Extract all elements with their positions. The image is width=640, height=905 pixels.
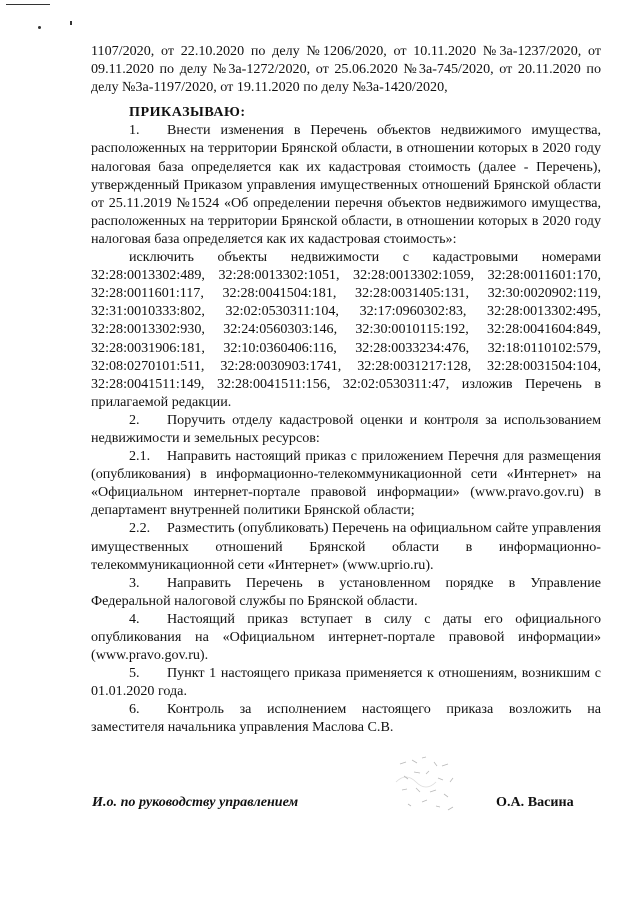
item-text: Настоящий приказ вступает в силу с даты его официального опубликования на «Официальном интернет-портале правовой информации» (www.pravo.gov.ru). [91, 610, 601, 664]
item-number: 2.1. [129, 448, 151, 465]
item-text: Контроль за исполнением настоящего приказа возложить на заместителя начальника управления Маслова С.В. [91, 701, 601, 736]
order-heading: ПРИКАЗЫВАЮ: [129, 104, 246, 121]
list-item [91, 411, 601, 447]
item-text: Направить Перечень в установленном порядке в Управление Федеральной налоговой службы по Брянской области. [91, 574, 601, 609]
item-number: 4. [129, 610, 140, 627]
item-text: Поручить отделу кадастровой оценки и контроля за использованием недвижимости и земельных ресурсов: [91, 411, 601, 446]
list-item [91, 610, 601, 664]
item-number: 6. [129, 701, 140, 718]
list-item [91, 248, 601, 411]
item-text: Пункт 1 настоящего приказа применяется к отношениям, возникшим с 01.01.2020 года. [91, 665, 601, 700]
scan-mark [6, 4, 50, 5]
item-number: 5. [129, 665, 140, 682]
item-number: 3. [129, 574, 140, 591]
item-number: 2. [129, 411, 140, 428]
item-number: 1. [129, 122, 140, 139]
signature-name: О.А. Васина [496, 794, 574, 810]
list-item [91, 664, 601, 700]
scan-dot [38, 26, 41, 29]
item-text: исключить объекты недвижимости с кадастровыми номерами 32:28:0013302:489, 32:28:0013302:1051, 32:28:0013302:1059, 32:28:0011601:170, 32:28:0011601:117, 32:28:0041504:181, 32:28:0031405:131, 32:30:0020902:119, 32:31:0010333:802, 32:02:0530311:104, 32:17:0960302:83, 32:28:0013302:495, 32:28:0013302:930, 32:24:0560303:146, 32:30:0010115:192, 32:28:0041604:849, 32:28:0031906:181, 32:10:0360406:116, 32:28:0033234:476, 32:18:0110102:579, 32:08:0270101:511, 32:28:0030903:1741, 32:28:0031217:128, 32:28:0031504:104, 32:28:0041511:149, 32:28:0041511:156, 32:02:0530311:47, изложив Перечень в прилагаемой редакции. [91, 249, 601, 410]
item-number: 2.2. [129, 520, 151, 537]
top-paragraph: 1107/2020, от 22.10.2020 по делу №1206/2020, от 10.11.2020 №3а-1237/2020, от 09.11.2020 по делу №3а-1272/2020, от 25.06.2020 №3а-745/2020, от 20.11.2020 по делу №3а-1197/2020, от 19.11.2020 по делу №3а-1420/2020, [91, 43, 601, 96]
scan-dot [70, 21, 72, 25]
list-item [91, 121, 601, 248]
item-text: Разместить (опубликовать) Перечень на официальном сайте управления имущественных отношений Брянской области в информационно-телекоммуникационной сети «Интернет» (www.uprio.ru). [91, 520, 601, 573]
list-item [91, 574, 601, 610]
signature-position: И.о. по руководству управлением [92, 794, 299, 810]
item-text: Направить настоящий приказ с приложением Перечня для размещения (опубликования) в информационно-телекоммуникационной сети «Интернет» на «Официальном интернет-портале правовой информации» (www.pravo.gov.ru) в департамент внутренней политики Брянской области; [91, 448, 601, 519]
list-item [91, 519, 601, 573]
list-item [91, 447, 601, 519]
list-item [91, 700, 601, 736]
item-text: Внести изменения в Перечень объектов недвижимого имущества, расположенных на территории Брянской области, в отношении которых в 2020 году налоговая база определяется как их кадастровая стоимость (далее - Перечень), утвержденный Приказом управления имущественных отношений Брянской области от 25.11.2019 №1524 «Об определении перечня объектов недвижимого имущества, расположенных на территории Брянской области, в отношении которых в 2020 году налоговая база определяется как их кадастровая стоимость»: [91, 122, 601, 247]
signature-scribble [392, 752, 472, 822]
document-body [91, 42, 601, 737]
